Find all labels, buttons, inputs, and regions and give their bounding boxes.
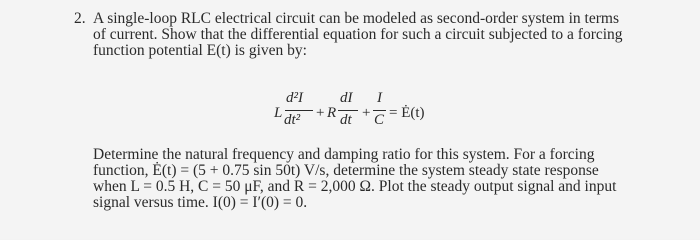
intro-line-2: of current. Show that the differential equation for such a circuit subjected to a forcing: [93, 26, 623, 43]
eq-fraction-bar-2: [338, 110, 358, 111]
intro-line-3: function potential E(t) is given by:: [93, 42, 307, 59]
eq-inductance: L: [274, 105, 283, 121]
body-line-4: signal versus time. I(0) = I′(0) = 0.: [93, 194, 308, 211]
intro-line-1: A single-loop RLC electrical circuit can be modeled as second-order system in terms: [93, 10, 619, 27]
eq-fraction-bar-3: [373, 110, 386, 111]
eq-fraction-bar-1: [285, 110, 313, 111]
eq-denominator-dt: dt: [340, 112, 352, 128]
eq-numerator-di: dI: [340, 90, 353, 106]
eq-plus-2: +: [362, 105, 371, 121]
eq-denominator-dt2: dt²: [284, 112, 301, 128]
differential-equation: [274, 90, 454, 136]
body-line-2: function, Ė(t) = (5 + 0.75 sin 50t) V/s, determine the system steady state response: [93, 162, 599, 179]
eq-numerator-i: I: [377, 90, 382, 106]
eq-plus-1: +: [316, 105, 325, 121]
eq-resistance: R: [327, 105, 337, 121]
body-line-1: Determine the natural frequency and damping ratio for this system. For a forcing: [93, 146, 595, 163]
problem-intro: [93, 11, 623, 59]
question-number: 2.: [74, 10, 86, 27]
eq-numerator-d2i: d²I: [286, 90, 303, 106]
eq-right-hand-side: = Ė(t): [389, 105, 425, 121]
body-line-3: when L = 0.5 H, C = 50 μF, and R = 2,000 Ω. Plot the steady output signal and input: [93, 178, 617, 195]
eq-denominator-c: C: [374, 112, 385, 128]
problem-body: [93, 147, 616, 211]
